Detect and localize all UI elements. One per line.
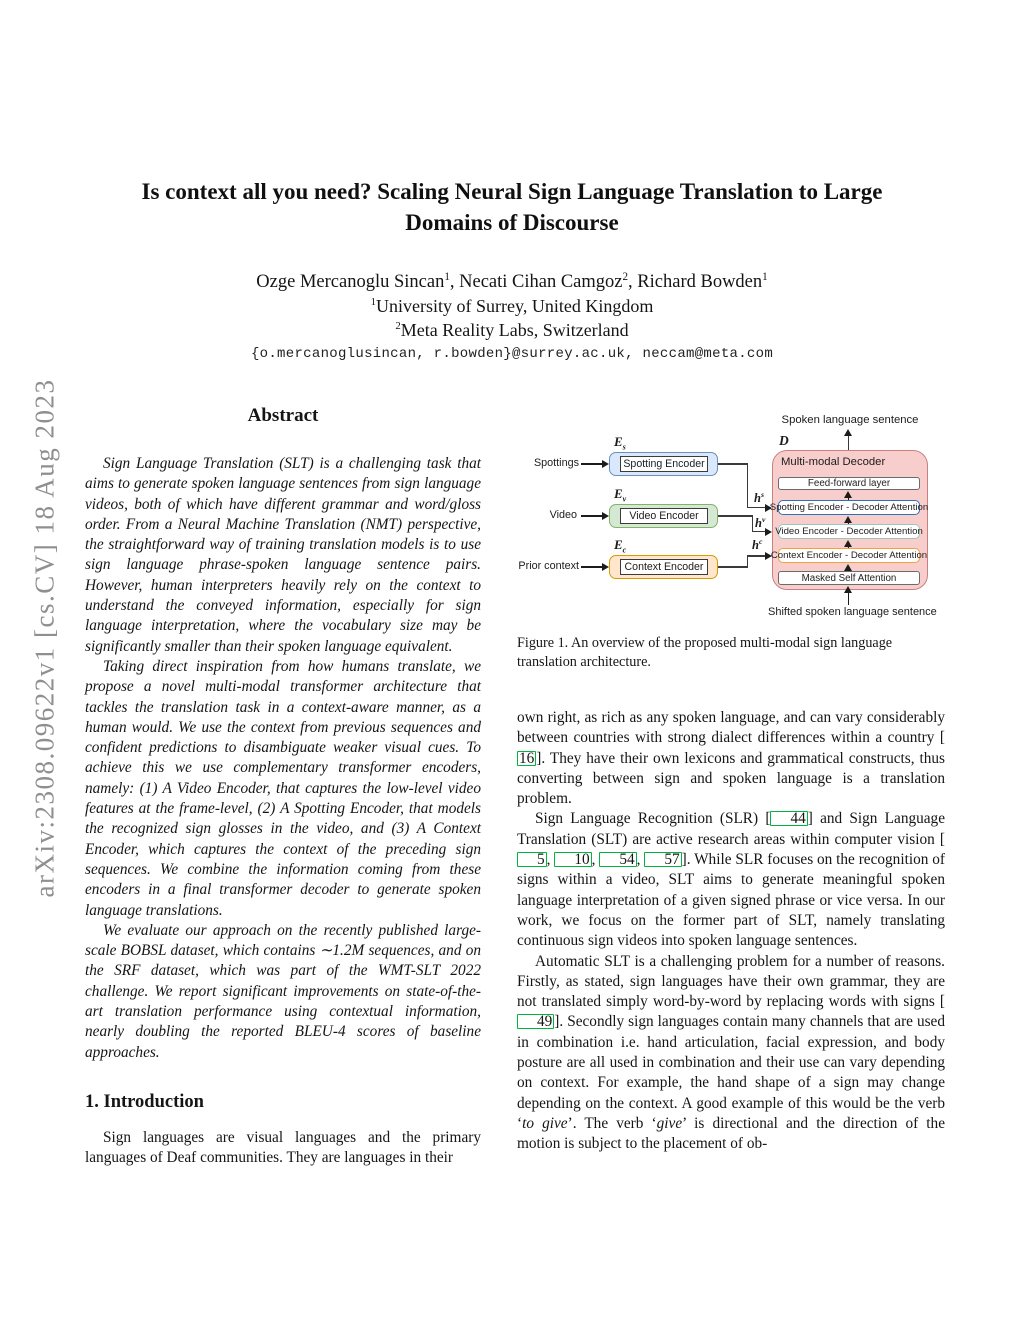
author-names: Ozge Mercanoglu Sincan$^1$, Necati Cihan Camgoz$^2$, Richard Bowden$^1$ — [256, 270, 768, 292]
figure-label-ec: $E_c$ — [614, 537, 627, 555]
abstract-heading: Abstract — [247, 405, 319, 426]
citation-ref[interactable]: 57 — [644, 852, 681, 867]
figure-label-decoder-d: D — [779, 433, 789, 448]
paragraph: Sign languages are visual languages and the primary languages of Deaf communities. They are languages in their — [85, 1128, 481, 1167]
video-encoder-label: Video Encoder — [620, 508, 708, 524]
arrow-line — [581, 515, 602, 517]
figure-input-video: Video — [549, 509, 577, 521]
figure-label-ev: $E_v$ — [614, 486, 627, 504]
citation-ref[interactable]: 16 — [519, 749, 535, 767]
abstract-body — [85, 454, 481, 1063]
connector-line — [747, 555, 765, 557]
arrowhead-right-icon — [602, 512, 609, 520]
author-block — [82, 270, 942, 342]
figure-label-es: $E_s$ — [614, 434, 626, 452]
abstract-paragraph: Sign Language Translation (SLT) is a challenging task that aims to generate spoken language sentences from sign language videos, both of which have different grammar and word/gloss order. From a Neural Machine Translation (NMT) perspective, the straightforward way of training translation models is to use sign language phrase-spoken language sentence pairs. However, human interpreters heavily rely on the context to understand the conveyed information, especially for sign language interpretation, where the vocabulary size may be significantly smaller than their spoken language equivalent. — [85, 455, 481, 655]
arrowhead-up-icon — [844, 429, 852, 436]
arxiv-watermark: arXiv:2308.09622v1 [cs.CV] 18 Aug 2023 — [29, 378, 60, 898]
figure-1-architecture-diagram — [517, 403, 945, 631]
right-column — [517, 403, 945, 1155]
abstract-paragraph: Taking direct inspiration from how humans translate, we propose a novel multi-modal transformer architecture that tackles the translation task in a context-aware manner, as a human would. We use the context from previous sequences and confident predictions to disambiguate weaker visual cues. To achieve this we use complementary transformer encoders, namely: (1) A Video Encoder, that captures the low-level video features at the frame-level, (2) A Spotting Encoder, that models the recognized sign glosses in the video, and (3) A Context Encoder, which captures the context of the preceding sign sequences. We combine the information coming from these encoders in a final transformer decoder to generate spoken language translations. — [85, 657, 481, 919]
right-column-body — [517, 708, 945, 1155]
connector-line — [747, 555, 749, 568]
author-emails: {o.mercanoglusincan, r.bowden}@surrey.ac.uk, neccam@meta.com — [250, 346, 774, 362]
context-encoder-label: Context Encoder — [620, 559, 708, 575]
connector-line — [747, 507, 765, 509]
connector-line — [718, 566, 747, 568]
decoder-title: Multi-modal Decoder — [781, 456, 886, 468]
citation-ref[interactable]: 10 — [554, 852, 591, 867]
citation-ref[interactable]: 5 — [517, 852, 547, 867]
decoder-layer-masked-self-attention: Masked Self Attention — [778, 571, 920, 585]
paper-title — [82, 176, 942, 238]
arrow-line — [848, 569, 850, 572]
section-heading-introduction: 1. Introduction — [85, 1091, 204, 1112]
decoder-layer-context-attention: Context Encoder - Decoder Attention — [770, 550, 928, 561]
arrowhead-right-icon — [602, 460, 609, 468]
figure-input-prior-context: Prior context — [518, 560, 579, 572]
decoder-layer-spotting-attention: Spotting Encoder - Decoder Attention — [769, 502, 929, 513]
connector-line — [718, 515, 753, 517]
arrowhead-right-icon — [602, 563, 609, 571]
figure-input-spottings: Spottings — [533, 457, 579, 469]
citation-ref[interactable]: 44 — [770, 811, 807, 826]
decoder-layer-feed-forward: Feed-forward layer — [778, 477, 920, 490]
introduction-body — [85, 1128, 481, 1169]
figure-label-spoken-language-sentence: Spoken language sentence — [781, 414, 919, 426]
left-column — [85, 405, 481, 1169]
connector-line — [752, 515, 754, 531]
paragraph: own right, as rich as any spoken language, and can vary considerably between countries with strong dialect differences within a country [16 ]. They have their own lexicons and grammatical constructs, thus converting between sign and spoken language is a translation problem. — [517, 709, 945, 808]
spotting-encoder-label: Spotting Encoder — [620, 456, 708, 472]
abstract-paragraph: We evaluate our approach on the recently published large-scale BOBSL dataset, which contains ∼1.2M sequences, and on the SRF dataset, which was part of the WMT-SLT 2022 challenge. We report significant improvements on state-of-the-art translation performance using contextual information, nearly doubling the reported BLEU-4 scores of baseline approaches. — [85, 921, 481, 1061]
arrow-line — [848, 496, 850, 501]
arrow-line — [848, 521, 850, 525]
paragraph: Sign Language Recognition (SLR) [ 44 ] and Sign Language Translation (SLT) are active research areas within computer vision [5 , 10 , 54 , 57 ]. While SLR focuses on the recognition of signs within a video, SLT aims to generate meaningful spoken language interpretation of a given signed phrase or vice versa. In our work, we focus on the former part of SLT, namely translating continuous sign videos into spoken language sentences. — [517, 810, 945, 950]
arrow-shifted-input — [848, 591, 850, 605]
arrow-line — [581, 463, 602, 465]
paper-title-line2: Domains of Discourse — [405, 210, 619, 235]
affiliation-1: $^1$University of Surrey, United Kingdom — [370, 296, 654, 316]
citation-ref[interactable]: 54 — [599, 852, 636, 867]
arrowhead-right-icon — [765, 504, 772, 512]
figure-label-hc: $h^c$ — [752, 536, 763, 552]
affiliation-2: $^2$Meta Reality Labs, Switzerland — [395, 320, 629, 340]
arrow-decoder-to-output — [848, 434, 850, 450]
citation-ref[interactable]: 49 — [517, 1014, 554, 1029]
arrow-line — [848, 545, 850, 549]
arrowhead-right-icon — [765, 528, 772, 536]
paragraph: Automatic SLT is a challenging problem for a number of reasons. Firstly, as stated, sign languages have their own grammar, they are not translated simply word-by-word by replacing words with signs [49 ]. Secondly sign languages contain many channels that are used in combination i.e. hand articulation, facial expression, and body posture are all used in combination and their use can vary depending on context. For example, the hand shape of a sign may change depending on the context. A good example of this would be the verb ‘to give’. The verb ‘give’ is directional and the direction of the motion is subject to the placement of ob- — [517, 952, 945, 1153]
paper-title-line1: Is context all you need? Scaling Neural Sign Language Translation to Large — [141, 179, 883, 204]
figure-label-shifted-sentence: Shifted spoken language sentence — [768, 606, 937, 618]
connector-line — [747, 463, 749, 507]
arrow-line — [581, 566, 602, 568]
connector-line — [718, 463, 747, 465]
figure-caption: Figure 1. An overview of the proposed multi-modal sign language translation architecture. — [517, 635, 893, 670]
figure-label-hv: $h^v$ — [755, 514, 766, 530]
decoder-layer-video-attention: Video Encoder - Decoder Attention — [775, 526, 923, 537]
arrowhead-right-icon — [765, 552, 772, 560]
figure-label-hs: $h^s$ — [754, 489, 764, 505]
